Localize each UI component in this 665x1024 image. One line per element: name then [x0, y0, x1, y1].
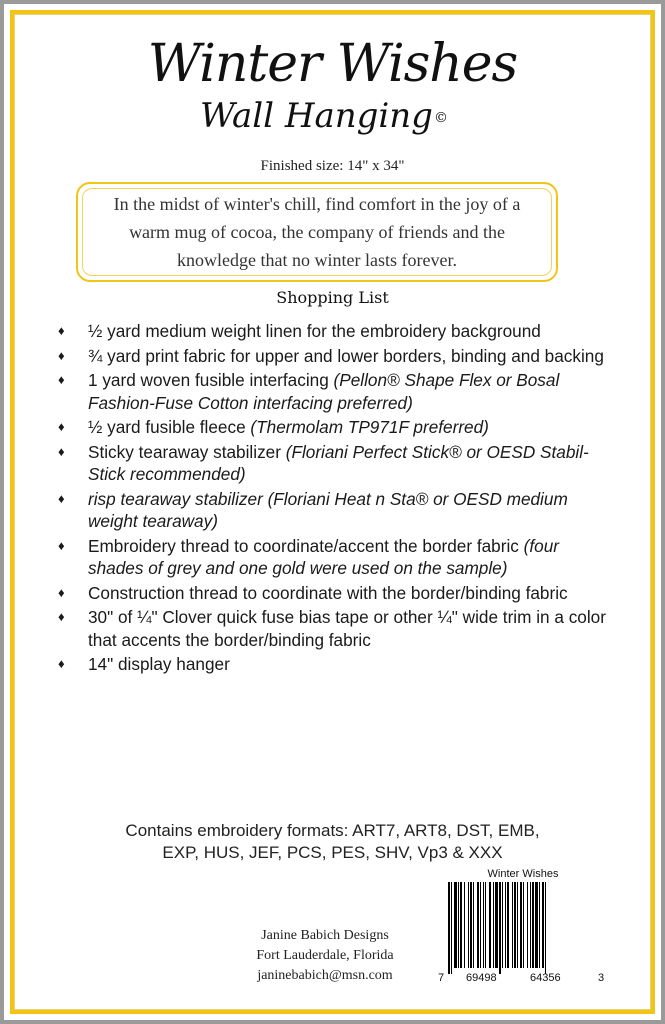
item-text: 14" display hanger — [88, 654, 230, 674]
copyright-mark: © — [433, 110, 448, 126]
list-item — [58, 441, 618, 486]
barcode-digit-3: 64356 — [530, 972, 561, 984]
bullet-icon: ♦ — [58, 347, 65, 363]
title-line2-text: Wall Hanging — [200, 96, 433, 136]
list-item — [58, 488, 618, 533]
item-note: risp tearaway stabilizer (Floriani Heat n Sta® or OESD medium weight tearaway) — [88, 488, 568, 531]
formats-text — [0, 820, 665, 864]
finished-size: Finished size: 14" x 34" — [260, 158, 405, 174]
item-note: (Thermolam TP971F preferred) — [250, 417, 489, 437]
item-note: (four shades of grey and one gold were used on the sample) — [88, 535, 559, 578]
designer-name: Janine Babich Designs — [261, 928, 389, 943]
bullet-icon: ♦ — [58, 372, 65, 387]
item-text: ½ yard medium weight linen for the embroidery background — [88, 321, 541, 341]
list-item — [58, 535, 618, 580]
designer-address — [230, 926, 420, 986]
formats-line2: EXP, HUS, JEF, PCS, PES, SHV, Vp3 & XXX — [162, 843, 503, 862]
list-item — [58, 345, 618, 368]
item-text: 30" of ¼" Clover quick fuse bias tape or other ¼" wide trim in a color that accents the border/binding fabric — [88, 607, 606, 650]
bullet-icon: ♦ — [58, 490, 65, 506]
item-text: ¾ yard print fabric for upper and lower borders, binding and backing — [88, 345, 604, 366]
barcode-digit-2: 69498 — [466, 972, 497, 984]
barcode-digit-4: 3 — [598, 972, 605, 984]
list-item — [58, 320, 618, 343]
designer-email: janinebabich@msn.com — [257, 968, 393, 983]
barcode — [438, 868, 608, 988]
bullet-icon: ♦ — [58, 443, 65, 459]
item-text: Construction thread to coordinate with the border/binding fabric — [88, 582, 568, 603]
item-text: Embroidery thread to coordinate/accent the border fabric — [88, 535, 524, 556]
bullet-icon: ♦ — [58, 656, 65, 671]
barcode-label: Winter Wishes — [487, 868, 559, 880]
quote-box — [76, 182, 558, 282]
bullet-icon: ♦ — [58, 609, 65, 624]
list-item — [58, 653, 618, 676]
item-text: ½ yard fusible fleece — [88, 417, 251, 437]
item-text: 1 yard woven fusible interfacing — [88, 370, 334, 390]
list-item — [58, 582, 618, 605]
item-note: (Floriani Perfect Stick® or OESD Stabil-Stick recommended) — [88, 441, 589, 484]
item-text: Sticky tearaway stabilizer — [88, 441, 286, 462]
designer-location: Fort Lauderdale, Florida — [256, 948, 394, 963]
barcode-digit-1: 7 — [438, 972, 445, 984]
list-item — [58, 416, 618, 439]
formats-line1: Contains embroidery formats: ART7, ART8, DST, EMB, — [125, 821, 540, 840]
shopping-list-heading: Shopping List — [276, 288, 389, 307]
title-line1: Winter Wishes — [147, 34, 518, 94]
list-item — [58, 606, 618, 651]
barcode-bars — [438, 868, 608, 988]
bullet-icon: ♦ — [58, 537, 65, 553]
bullet-icon: ♦ — [58, 323, 65, 338]
list-item — [58, 369, 618, 414]
shopping-list — [58, 320, 618, 678]
quote-text: In the midst of winter's chill, find comfort in the joy of a warm mug of cocoa, the company of friends and the knowledge that no winter lasts forever. — [113, 194, 521, 270]
bullet-icon: ♦ — [58, 419, 65, 434]
item-note: (Pellon® Shape Flex or Bosal Fashion-Fuse Cotton interfacing preferred) — [88, 370, 560, 413]
title-line2 — [200, 96, 448, 136]
bullet-icon: ♦ — [58, 584, 65, 600]
